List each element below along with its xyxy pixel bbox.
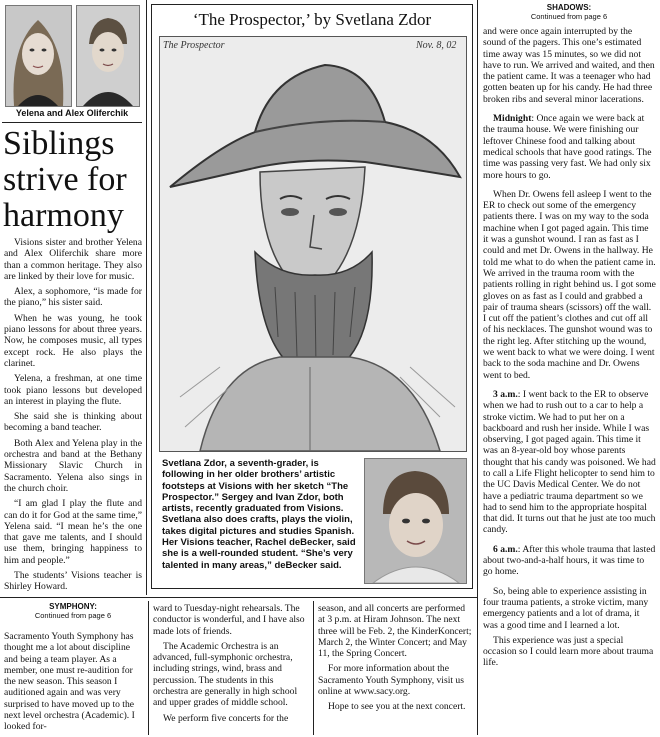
headline: Siblings strive for harmony	[3, 125, 127, 234]
paragraph: 3 a.m.: I went back to the ER to observe when we had to rush out to a car to help a stroke victim. We had to put her on a backboard and rush her inside. While I was observing, I got paged again. This time it was an 8-year-old boy whose parents thought that his candy was poisoned. We had to call a Life Flight helicopter to send him to the UC Davis Medical Center. We do not have a pediatric trauma department so we had to send him to the appropriate hospital that did. It turns out that he just ate too much candy.	[483, 388, 656, 536]
photo-yelena	[5, 5, 72, 107]
left-story-body	[4, 237, 142, 597]
shadows-jump-head	[482, 3, 656, 21]
paragraph: ward to Tuesday-night rehearsals. The conductor is wonderful, and I have also made lots of friends.	[153, 603, 305, 637]
symphony-col-1	[4, 631, 146, 737]
paragraph: So, being able to experience assisting in four trauma patients, a stroke victim, many emergency patients and a lot of drama, it was a good time and I learned a lot.	[483, 585, 649, 631]
symphony-jump-title: SYMPHONY:	[49, 602, 97, 611]
time-stamp: 6 a.m.	[493, 543, 518, 555]
paragraph: Both Alex and Yelena play in the orchestra and band at the Bethany Missionary Slavic Church in Sacramento. Yelena also sings in the church choir.	[4, 437, 142, 494]
symphony-jump-head	[2, 602, 144, 620]
paragraph: 6 a.m.: After this whole trauma that lasted about two-and-a-half hours, it was time to go home.	[483, 543, 656, 578]
paragraph: The students’ Visions teacher is Shirley Howard.	[4, 570, 142, 593]
sketch-label: The Prospector	[163, 40, 225, 51]
photo-caption: Yelena and Alex Oliferchik	[15, 108, 129, 118]
portrait-boy-image	[77, 6, 139, 106]
paragraph: When Dr. Owens fell asleep I went to the ER to check out some of the emergency patients there. I was on my way to the soda machine when I got paged again. This time it was a gunshot wound. I ran as fast as I could and met Dr. Owens in the hallway. He told me what to do when the patient came in. We arrived in the trauma room with the patients rolling in right behind us. I got some gloves on as fast as I could and grabbed a pair of trauma shears (scissors) off the wall. I cut off the patient’s clothes and cut off all of his necklaces. The gunshot wound was to the right leg. After stitching up the wound, we went back to what we were doing. I went back to the soda machine and Dr. Owens went to bed.	[483, 188, 656, 381]
photo-svetlana	[364, 458, 467, 584]
time-stamp: 3 a.m.	[493, 388, 518, 400]
shadows-jump-title: SHADOWS:	[546, 3, 592, 12]
paragraph: When he was young, he took piano lessons for about three years. Now, he composes music, all types except rock. He also plays the clarinet.	[4, 312, 142, 369]
paragraph: This experience was just a special occasion so I could learn more about trauma life.	[483, 634, 654, 669]
shadows-jump-sub: Continued from page 6	[530, 12, 608, 21]
symphony-col-2	[153, 603, 308, 728]
paragraph: Yelena, a freshman, at one time took piano lessons but developed an interest in playing the flute.	[4, 373, 142, 407]
photo-alex	[76, 5, 140, 107]
portrait-girl-image	[6, 6, 71, 106]
shadows-body	[483, 26, 656, 673]
paragraph: We perform five concerts for the	[163, 712, 289, 724]
symphony-jump-sub: Continued from page 6	[34, 611, 112, 620]
prospector-sketch	[160, 37, 466, 451]
paragraph: season, and all concerts are performed at 3 p.m. at Hiram Johnson. The next three will be Feb. 2, the KinderKoncert; March 2, the Winter Concert; and May 11, the Spring Concert.	[318, 603, 472, 660]
time-stamp: Midnight	[493, 113, 532, 125]
sketch-image	[159, 36, 467, 452]
paragraph: Midnight: Once again we were back at the trauma house. We were finishing our leftover Chinese food and talking about medical schools that have good ratings. The time was passing very fast. We had only six more hours to go.	[483, 113, 652, 181]
paragraph: Hope to see you at the next concert.	[328, 701, 466, 713]
paragraph: The Academic Orchestra is an advanced, full-symphonic orchestra, including strings, wind, brass and percussion. The students in this orchestra are generally in high school and upper grades of middle school.	[153, 640, 298, 709]
paragraph: Visions sister and brother Yelena and Alex Oliferchik share more than a common heritage. They also are linked by their love for music.	[4, 237, 142, 282]
portrait-svetlana-image	[365, 459, 466, 583]
symphony-col-3	[318, 603, 473, 717]
paragraph: and were once again interrupted by the sound of the pagers. This one’s estimated time away was 15 minutes, so we did not have to run. We arrived and waited, and then the patient came. It was a teenager who had gotten beaten up for his candy. He had three broken ribs and several minor lacerations.	[483, 26, 655, 105]
sketch-date: Nov. 8, 02	[416, 40, 457, 51]
paragraph: For more information about the Sacramento Youth Symphony, visit us online at www.sacy.org.	[318, 663, 464, 698]
paragraph: Alex, a sophomore, “is made for the piano,” his sister said.	[4, 286, 142, 309]
paragraph: Sacramento Youth Symphony has thought me a lot about discipline and being a team player. As a member, one must re-audition for the new season. This season I auditioned again and was very surprised to have moved up to the next level orchestra (Academic). I looked for-	[4, 631, 135, 733]
paragraph: She said she is thinking about becoming a band teacher.	[4, 411, 142, 434]
art-title: ‘The Prospector,’ by Svetlana Zdor	[192, 10, 432, 29]
art-caption: Svetlana Zdor, a seventh-grader, is following in her older brothers’ artistic footsteps at Visions with her sketch “The Prospector.” Sergey and Ivan Zdor, both artists, recently graduated from Visions. Svetlana also does crafts, plays the violin, takes digital pictures and studies Spanish. Her Visions teacher, Rachel deBecker, said she is a well-rounded student. “She’s very talented in many areas,” deBecker said.	[162, 458, 356, 571]
paragraph: “I am glad I play the flute and can do it for God at the same time,” Yelena said. “I mean he’s the one that gave me talents, and I should use them, bringing happiness to him and people.”	[4, 498, 142, 566]
